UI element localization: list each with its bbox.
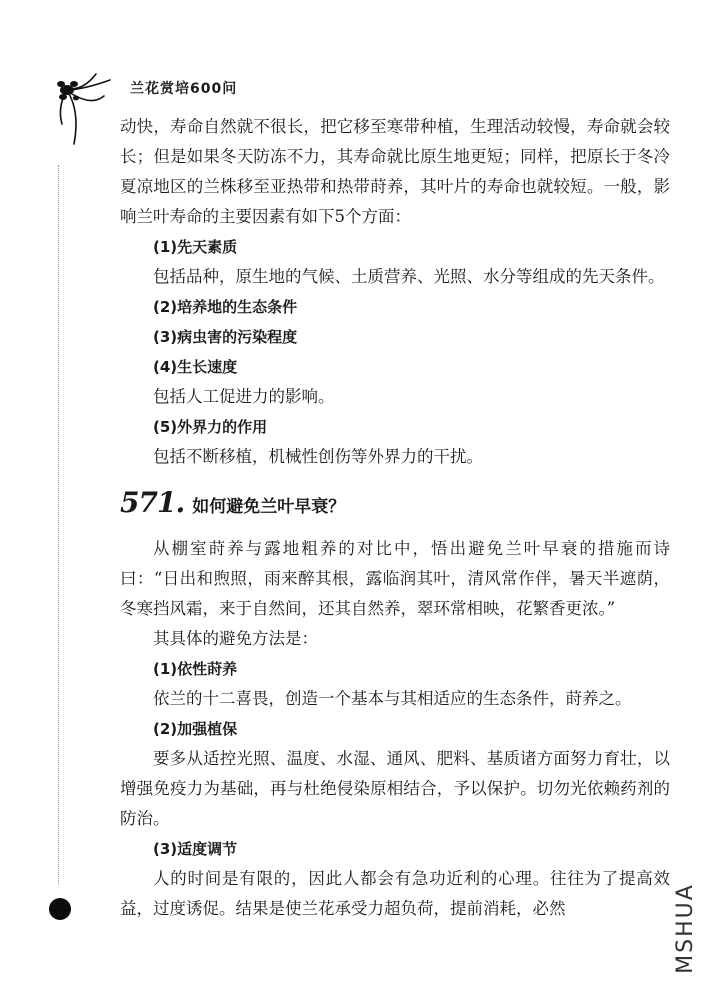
method-text: 依兰的十二喜畏，创造一个基本与其相适应的生态条件，莳养之。 [153,689,632,708]
section-paragraph: 从棚室莳养与露地粗养的对比中，悟出避免兰叶早衰的措施而诗曰：“日出和煦照，雨来醉其根，露临润其叶，清风常作伴，暑天半遮荫，冬寒挡风霜，来于自然间，还其自然养，翠环常相映，花繁香更浓。” [120,539,670,618]
method-heading: (2)加强植保 [153,720,238,738]
factor-heading: (2)培养地的生态条件 [153,298,298,316]
orchid-logo-icon [52,66,114,146]
factor-text: 包括人工促进力的影响。 [153,387,335,406]
section-title: 如何避免兰叶早衰？ [192,497,346,517]
section-number: 571. [120,486,185,519]
margin-dotted-line [58,165,59,885]
factor-heading: (5)外界力的作用 [153,418,268,436]
watermark-text: MSHUA [672,882,698,974]
section-heading [120,488,670,522]
method-text: 要多从适控光照、温度、水湿、通风、肥料、基质诸方面努力育壮，以增强免疫力为基础，再与杜绝侵染原相结合，予以保护。切勿光依赖药剂的防治。 [120,749,670,828]
method-text: 人的时间是有限的，因此人都会有急功近利的心理。往往为了提高效益，过度诱促。结果是使兰花承受力超负荷，提前消耗，必然 [120,869,670,918]
factor-heading: (1)先天素质 [153,238,238,256]
factor-text: 包括品种，原生地的气候、土质营养、光照、水分等组成的先天条件。 [153,267,665,286]
factor-heading: (4)生长速度 [153,358,238,376]
intro-paragraph: 动快，寿命自然就不很长，把它移至寒带种植，生理活动较慢，寿命就会较长；但是如果冬天防冻不力，其寿命就比原生地更短；同样，把原长于冬冷夏凉地区的兰株移至亚热带和热带莳养，其叶片的寿命也就较短。一般，影响兰叶寿命的主要因素有如下5个方面： [120,117,670,226]
running-header-title: 兰花赏培600问 [130,81,238,97]
margin-bullet-dot [49,898,71,920]
factor-heading: (3)病虫害的污染程度 [153,328,298,346]
method-heading: (3)适度调节 [153,840,238,858]
factor-text: 包括不断移植，机械性创伤等外界力的干扰。 [153,447,483,466]
section-paragraph: 其具体的避免方法是： [153,629,318,648]
page-body [120,112,670,924]
method-heading: (1)依性莳养 [153,660,238,678]
watermark [672,873,698,983]
